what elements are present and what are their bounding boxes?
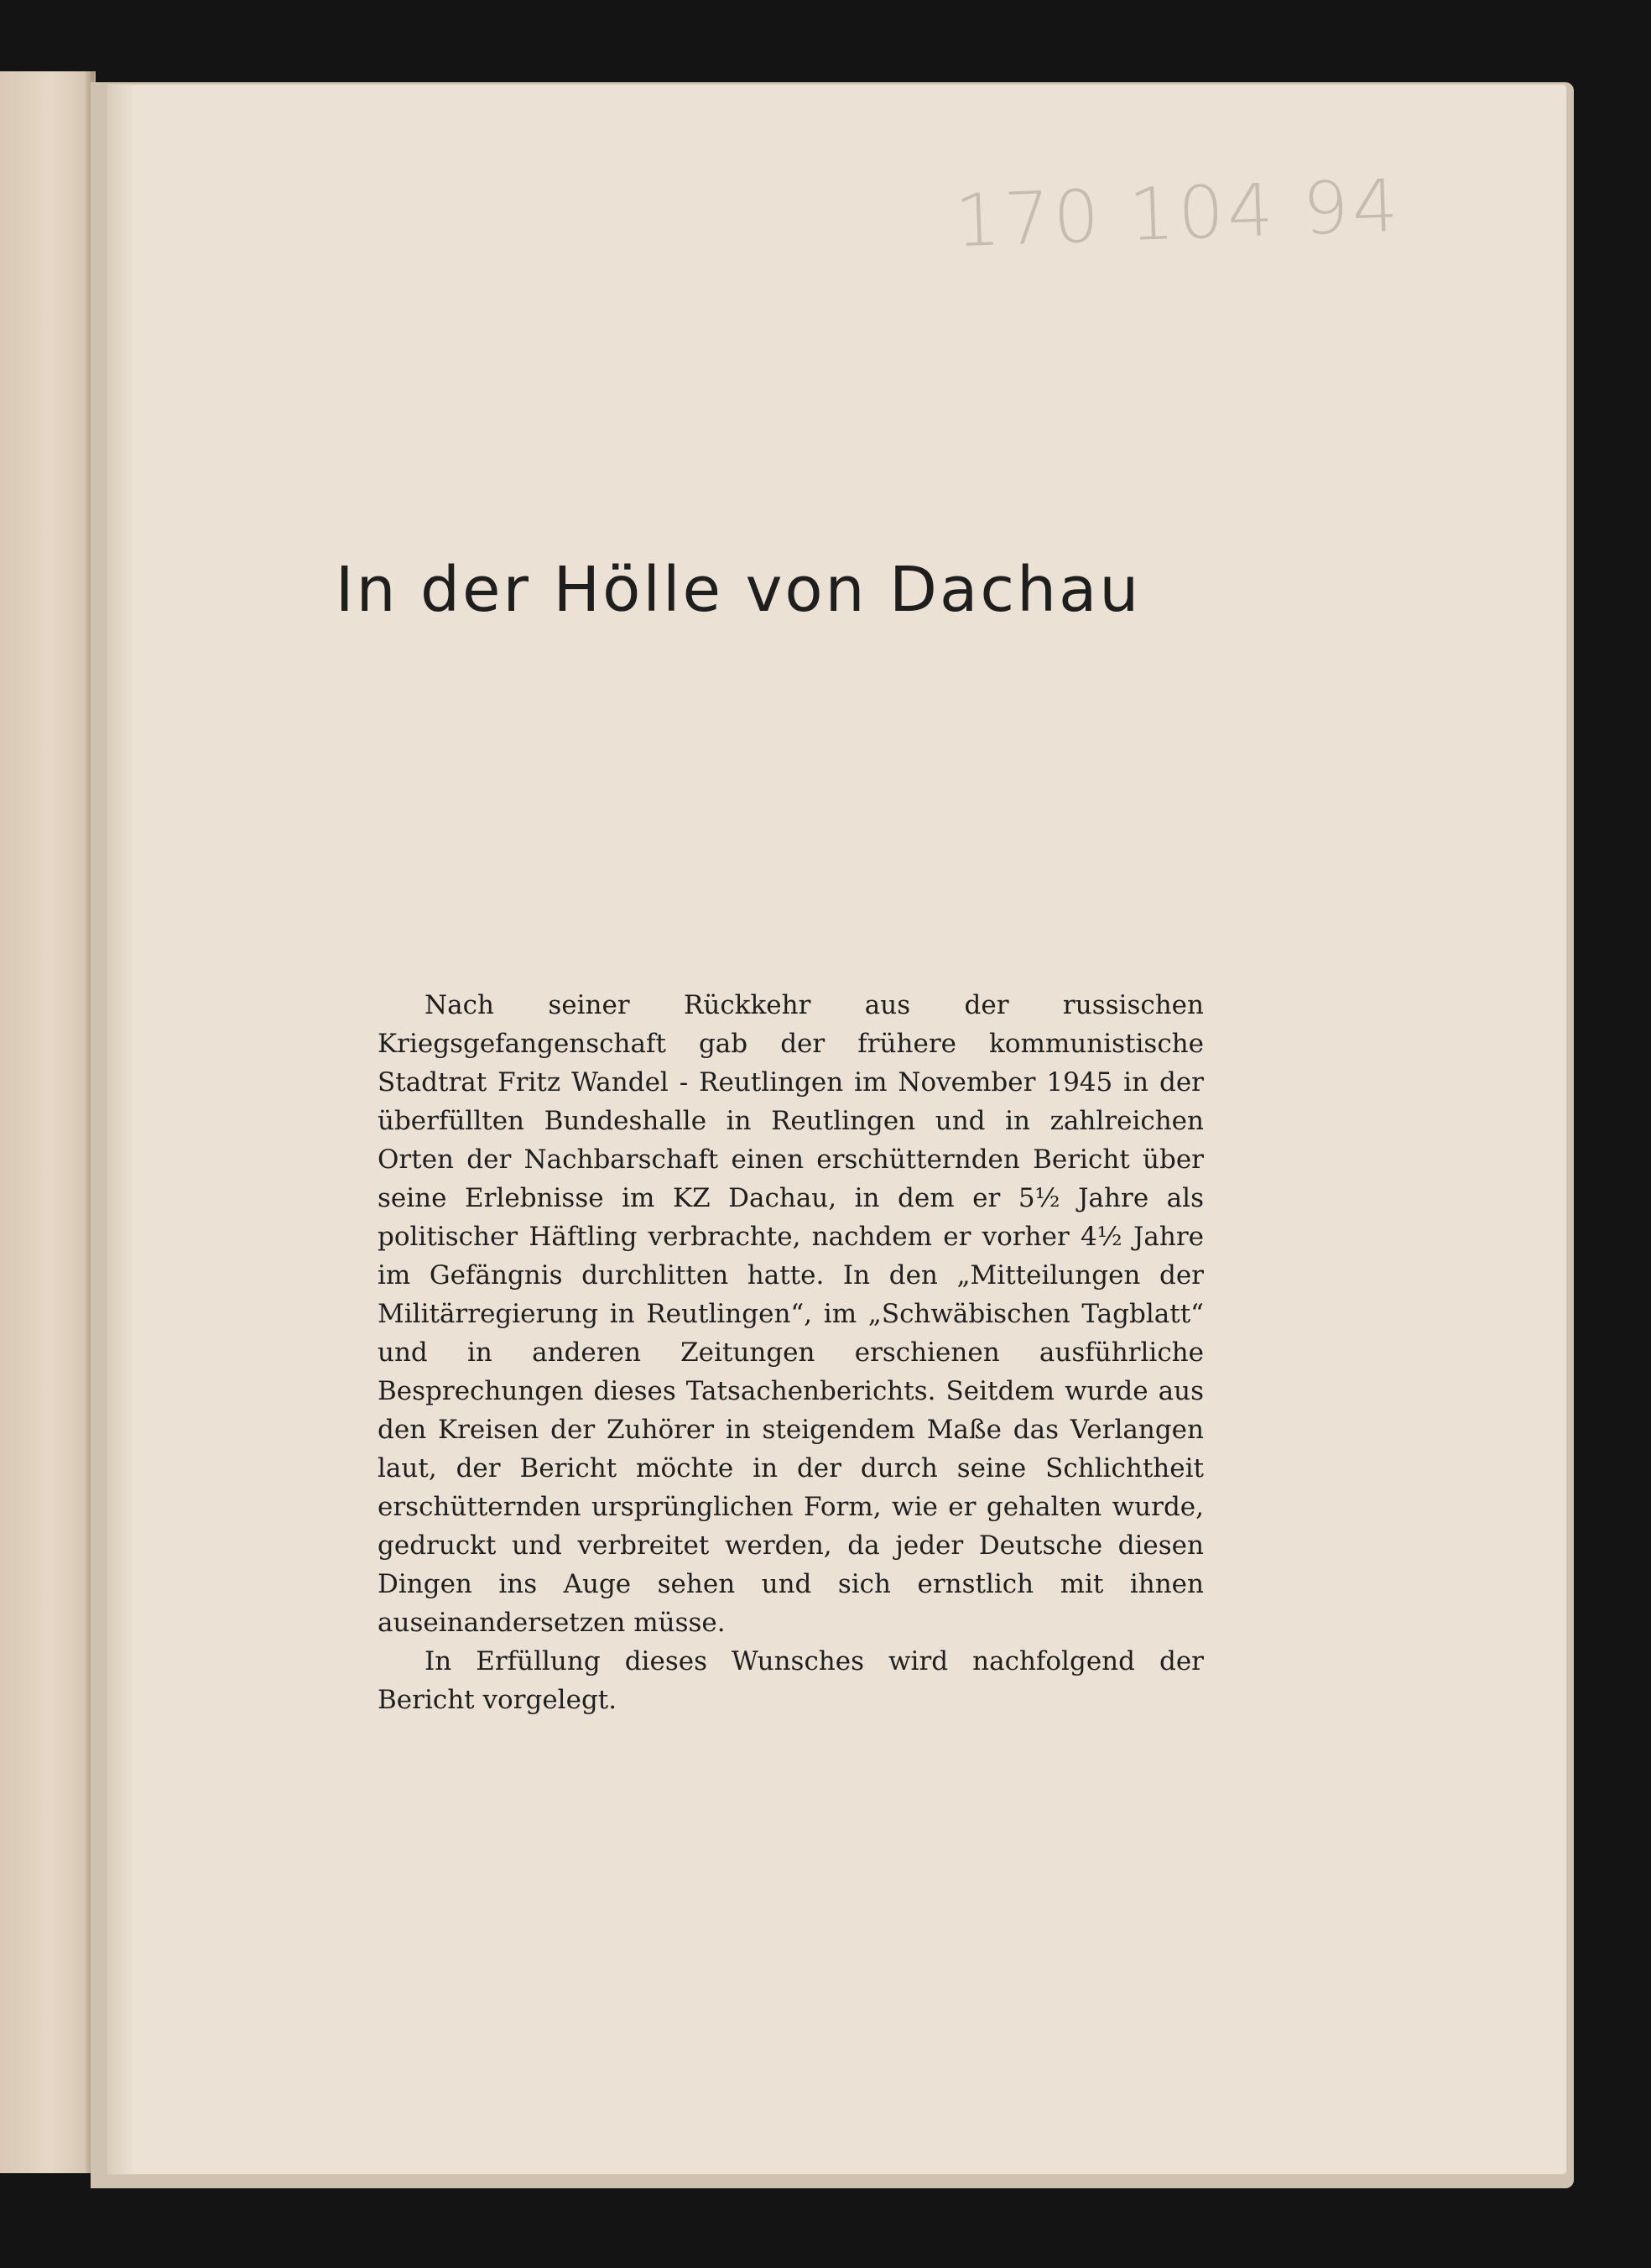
page-title: In der Hölle von Dachau — [335, 554, 1142, 626]
handwritten-catalog-number: 170 104 94 — [953, 164, 1403, 264]
previous-page-edge — [0, 71, 96, 2173]
paragraph-closing: In Erfüllung dieses Wunsches wird nachfolgend der Bericht vorgelegt. — [378, 1646, 1204, 1715]
body-text — [378, 986, 1204, 1719]
paragraph-intro: Nach seiner Rückkehr aus der russischen Kriegsgefangenschaft gab der frühere kommunistische Stadtrat Fritz Wandel - Reutlingen im November 1945 in der überfüllten Bundeshalle in Reutlingen und in zahlreichen Orten der Nachbarschaft einen erschütternden Bericht über seine Erlebnisse im KZ Dachau, in dem er 5½ Jahre als politischer Häftling verbrachte, nachdem er vorher 4½ Jahre im Gefängnis durchlitten hatte. In den „Mitteilungen der Militärregierung in Reutlingen“, im „Schwäbischen Tagblatt“ und in anderen Zeitungen erschienen ausführliche Besprechungen dieses Tatsachenberichts. Seitdem wurde aus den Kreisen der Zuhörer in steigendem Maße das Verlangen laut, der Bericht möchte in der durch seine Schlichtheit erschütternden ursprünglichen Form, wie er gehalten wurde, gedruckt und verbreitet werden, da jeder Deutsche diesen Dingen ins Auge sehen und sich ernstlich mit ihnen auseinandersetzen müsse. — [378, 990, 1204, 1638]
